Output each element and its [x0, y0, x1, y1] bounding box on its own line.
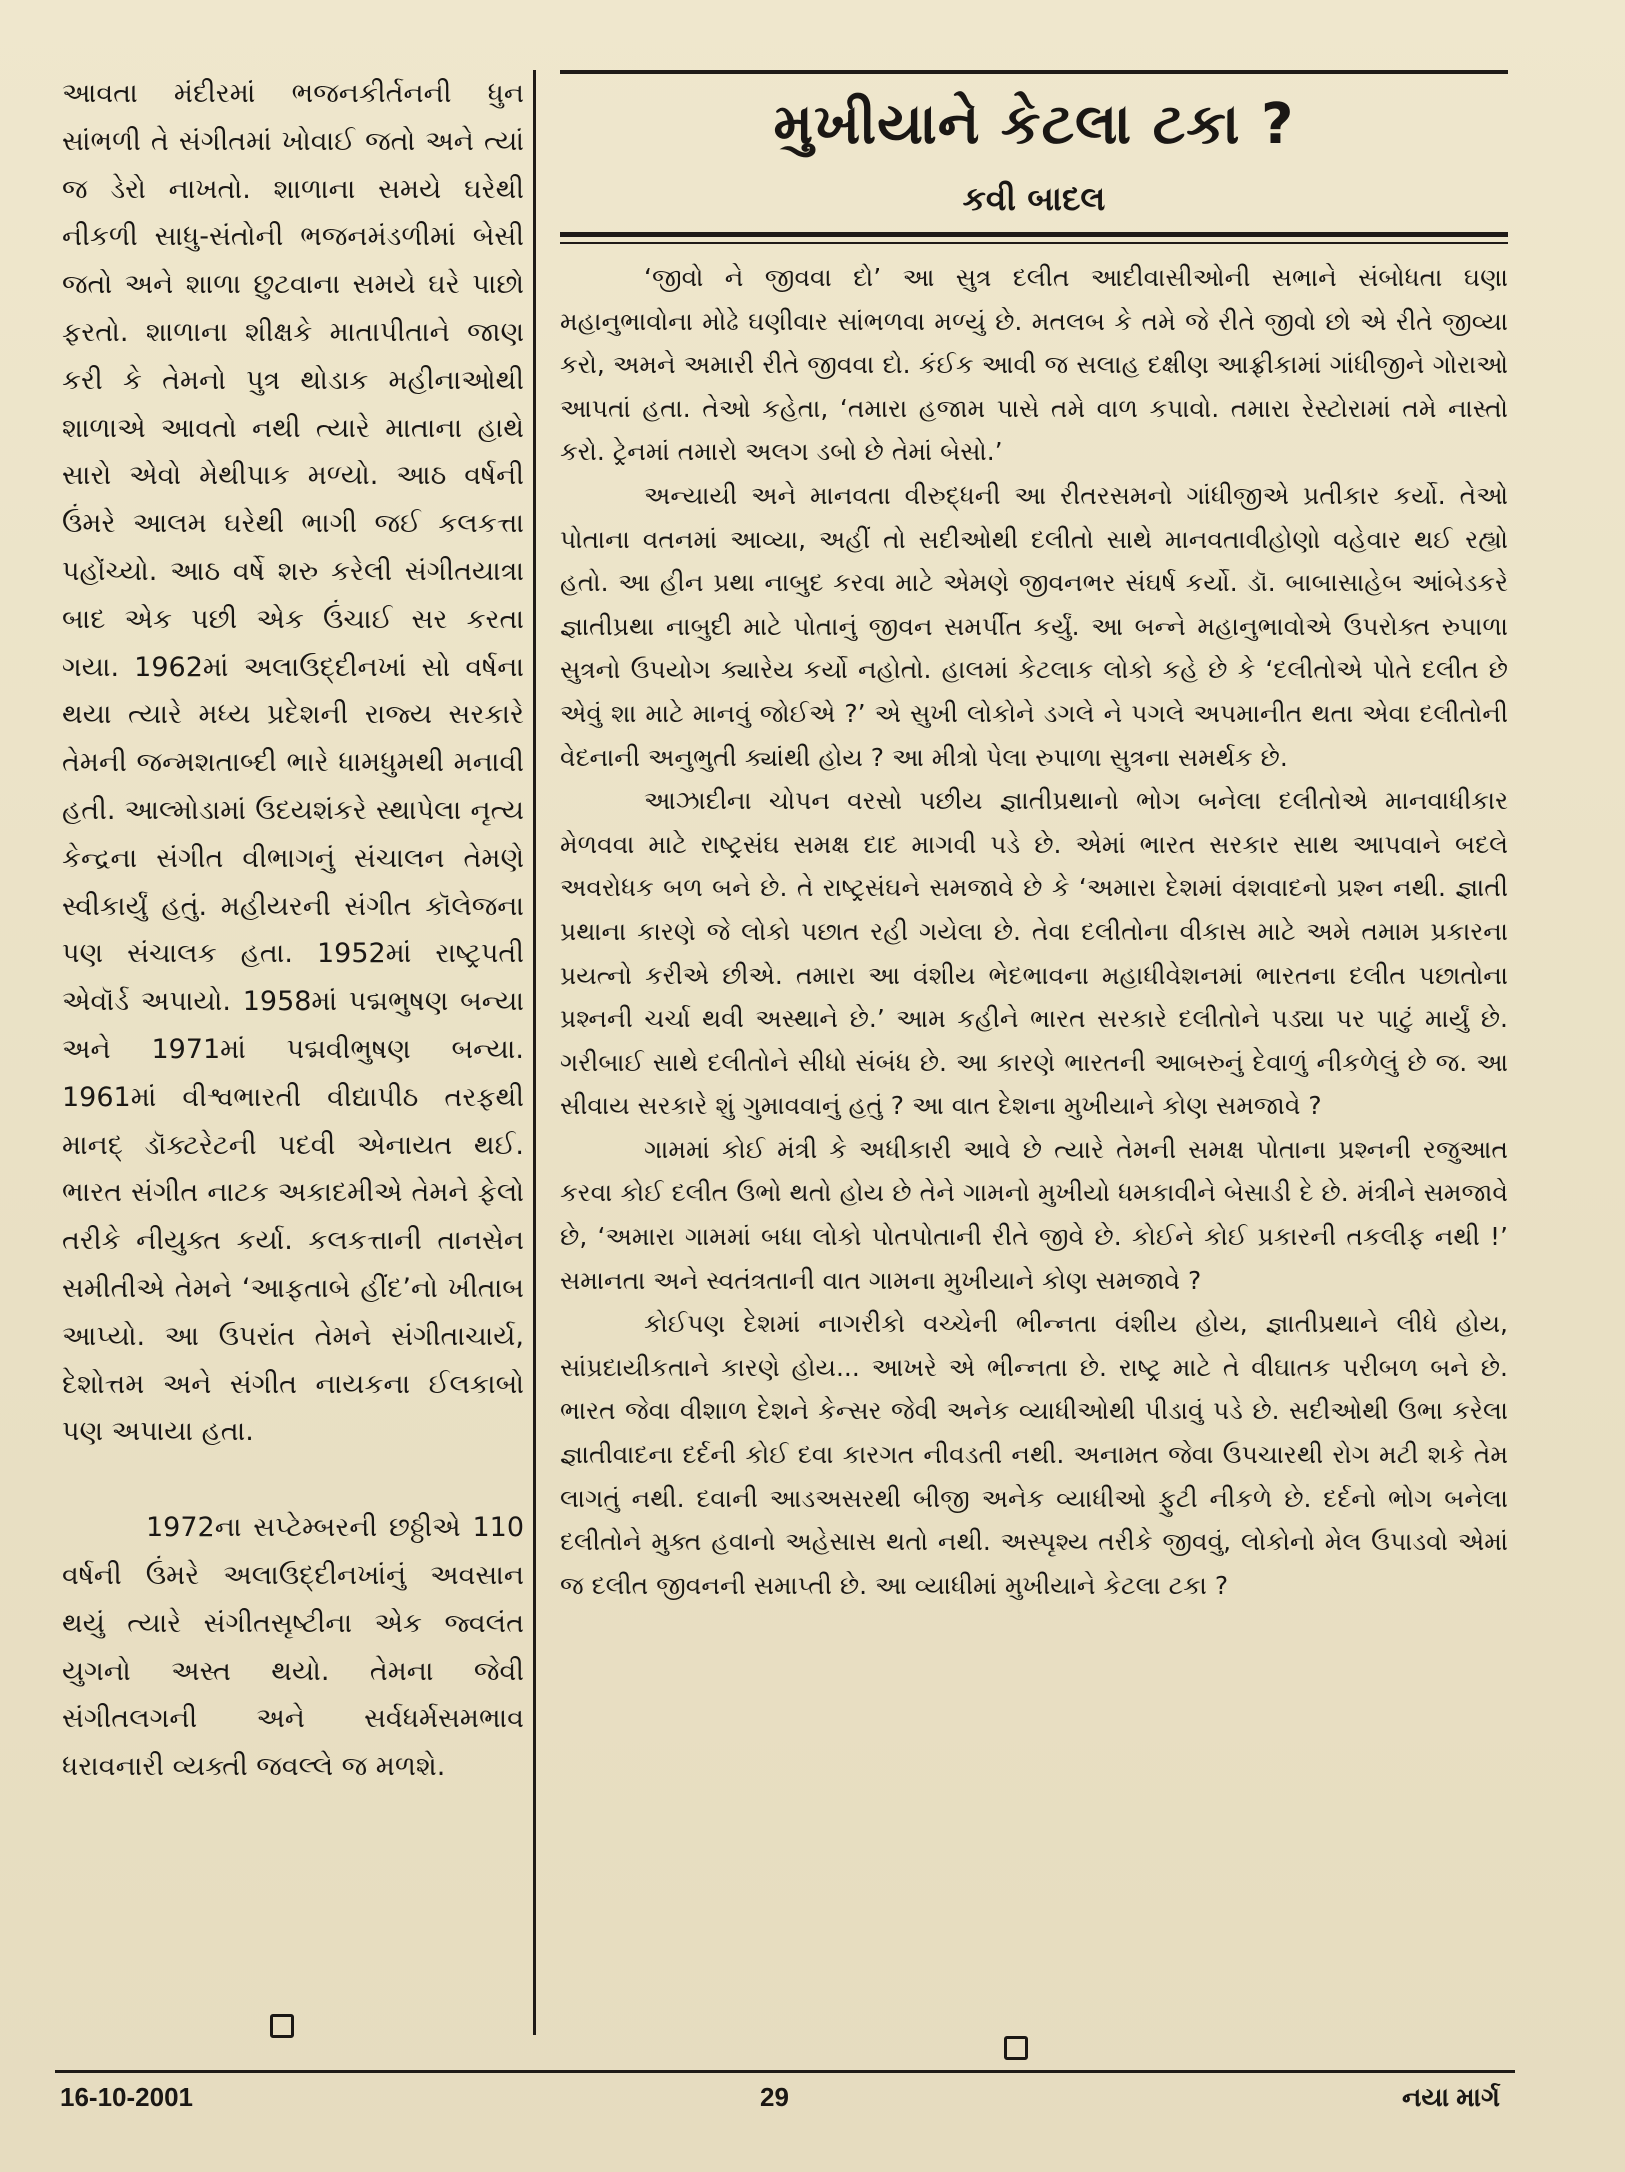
article-body [560, 256, 1508, 1607]
article-paragraph-5: કોઈપણ દેશમાં નાગરીકો વચ્ચેની ભીન્નતા વંશીય હોય, જ્ઞાતીપ્રથાને લીધે હોય, સાંપ્રદાયીકતાને કારણે હોય... આખરે એ ભીન્નતા છે. રાષ્ટ્ર માટે તે વીઘાતક પરીબળ બને છે. ભારત જેવા વીશાળ દેશને કેન્સર જેવી અનેક વ્યાધીઓથી પીડાવું પડે છે. સદીઓથી ઉભા કરેલા જ્ઞાતીવાદના દર્દની કોઈ દવા કારગત નીવડતી નથી. અનામત જેવા ઉપચારથી રોગ મટી શકે તેમ લાગતું નથી. દવાની આડઅસરથી બીજી અનેક વ્યાધીઓ ફુટી નીકળે છે. દર્દનો ભોગ બનેલા દલીતોને મુક્ત હવાનો અહેસાસ થતો નથી. અસ્પૃશ્ય તરીકે જીવવું, લોકોનો મેલ ઉપાડવો એમાં જ દલીત જીવનની સમાપ્તી છે. આ વ્યાધીમાં મુખીયાને કેટલા ટકા ? [560, 1309, 1508, 1600]
article-title: મુખીયાને કેટલા ટકા ? [773, 92, 1295, 157]
footer-rule [55, 2070, 1515, 2073]
end-mark-icon [1004, 2036, 1028, 2060]
magazine-name: નયા માર્ગ [1402, 2082, 1500, 2112]
end-mark-icon [270, 2014, 294, 2038]
article-column [560, 70, 1508, 1607]
title-top-rule [560, 70, 1508, 74]
article-paragraph-1: ‘જીવો ને જીવવા દો’ આ સુત્ર દલીત આદીવાસીઓની સભાને સંબોધતા ઘણા મહાનુભાવોના મોઢે ઘણીવાર સાંભળવા મળ્યું છે. મતલબ કે તમે જે રીતે જીવો છો એ રીતે જીવ્યા કરો, અમને અમારી રીતે જીવવા દો. કંઈક આવી જ સલાહ દક્ષીણ આફ્રીકામાં ગાંધીજીને ગોરાઓ આપતાં હતા. તેઓ કહેતા, ‘તમારા હજામ પાસે તમે વાળ કપાવો. તમારા રેસ્ટોરામાં તમે નાસ્તો કરો. ટ્રેનમાં તમારો અલગ ડબો છે તેમાં બેસો.’ [560, 263, 1508, 467]
left-paragraph-2: 1972ના સપ્ટેમ્બરની છઠ્ઠીએ 110 વર્ષની ઉંમરે અલાઉદ્દીનખાંનું અવસાન થયું ત્યારે સંગીતસૃષ્ટીના એક જ્વલંત યુગનો અસ્ત થયો. તેમના જેવી સંગીતલગની અને સર્વધર્મસમભાવ ધરાવનારી વ્યક્તી જવલ્લે જ મળશે. [62, 1512, 524, 1783]
title-bottom-rule [560, 232, 1508, 244]
article-author: કવી બાદલ [962, 179, 1106, 218]
issue-date: 16-10-2001 [60, 2082, 193, 2112]
page-number: 29 [760, 2082, 789, 2112]
article-paragraph-4: ગામમાં કોઈ મંત્રી કે અધીકારી આવે છે ત્યારે તેમની સમક્ષ પોતાના પ્રશ્નની રજુઆત કરવા કોઈ દલીત ઉભો થતો હોય છે તેને ગામનો મુખીયો ધમકાવીને બેસાડી દે છે. મંત્રીને સમજાવે છે, ‘અમારા ગામમાં બધા લોકો પોતપોતાની રીતે જીવે છે. કોઈને કોઈ પ્રકારની તકલીફ નથી !’ સમાનતા અને સ્વતંત્રતાની વાત ગામના મુખીયાને કોણ સમજાવે ? [560, 1134, 1508, 1295]
left-column [62, 70, 524, 1791]
column-divider [533, 70, 536, 2035]
left-paragraph-1: આવતા મંદીરમાં ભજનકીર્તનની ધુન સાંભળી તે સંગીતમાં ખોવાઈ જતો અને ત્યાં જ ડેરો નાખતો. શાળાના સમયે ઘરેથી નીકળી સાધુ-સંતોની ભજનમંડળીમાં બેસી જતો અને શાળા છુટવાના સમયે ઘરે પાછો ફરતો. શાળાના શીક્ષકે માતાપીતાને જાણ કરી કે તેમનો પુત્ર થોડાક મહીનાઓથી શાળાએ આવતો નથી ત્યારે માતાના હાથે સારો એવો મેથીપાક મળ્યો. આઠ વર્ષની ઉંમરે આલમ ઘરેથી ભાગી જઈ કલકત્તા પહોંચ્યો. આઠ વર્ષે શરુ કરેલી સંગીતયાત્રા બાદ એક પછી એક ઉંચાઈ સર કરતા ગયા. 1962માં અલાઉદ્દીનખાં સો વર્ષના થયા ત્યારે મધ્ય પ્રદેશની રાજ્ય સરકારે તેમની જન્મશતાબ્દી ભારે ધામધુમથી મનાવી હતી. આલ્મોડામાં ઉદયશંકરે સ્થાપેલા નૃત્ય કેન્દ્રના સંગીત વીભાગનું સંચાલન તેમણે સ્વીકાર્યું હતું. મહીયરની સંગીત કૉલેજના પણ સંચાલક હતા. 1952માં રાષ્ટ્રપતી એવૉર્ડ અપાયો. 1958માં પદ્મભુષણ બન્યા અને 1971માં પદ્મવીભુષણ બન્યા. 1961માં વીશ્વભારતી વીદ્યાપીઠ તરફથી માનદ્ ડૉક્ટરેટની પદવી એનાયત થઈ. ભારત સંગીત નાટક અકાદમીએ તેમને ફેલો તરીકે નીયુક્ત કર્યા. કલકત્તાની તાનસેન સમીતીએ તેમને ‘આફતાબે હીંદ’નો ખીતાબ આપ્યો. આ ઉપરાંત તેમને સંગીતાચાર્ય, દેશોત્તમ અને સંગીત નાયકના ઈલકાબો પણ અપાયા હતા. [62, 78, 524, 1448]
article-paragraph-2: અન્યાયી અને માનવતા વીરુદ્ધની આ રીતરસમનો ગાંધીજીએ પ્રતીકાર કર્યો. તેઓ પોતાના વતનમાં આવ્યા, અહીં તો સદીઓથી દલીતો સાથે માનવતાવીહોણો વહેવાર થઈ રહ્યો હતો. આ હીન પ્રથા નાબુદ કરવા માટે એમણે જીવનભર સંઘર્ષ કર્યો. ડૉ. બાબાસાહેબ આંબેડકરે જ્ઞાતીપ્રથા નાબુદી માટે પોતાનું જીવન સમર્પીત કર્યું. આ બન્ને મહાનુભાવોએ ઉપરોક્ત રુપાળા સુત્રનો ઉપયોગ ક્યારેય કર્યો નહોતો. હાલમાં કેટલાક લોકો કહે છે કે ‘દલીતોએ પોતે દલીત છે એવું શા માટે માનવું જોઈએ ?’ એ સુખી લોકોને ડગલે ને પગલે અપમાનીત થતા એવા દલીતોની વેદનાની અનુભુતી ક્યાંથી હોય ? આ મીત્રો પેલા રુપાળા સુત્રના સમર્થક છે. [560, 480, 1508, 772]
article-paragraph-3: આઝાદીના ચોપન વરસો પછીય જ્ઞાતીપ્રથાનો ભોગ બનેલા દલીતોએ માનવાધીકાર મેળવવા માટે રાષ્ટ્રસંઘ સમક્ષ દાદ માગવી પડે છે. એમાં ભારત સરકાર સાથ આપવાને બદલે અવરોધક બળ બને છે. તે રાષ્ટ્રસંઘને સમજાવે છે કે ‘અમારા દેશમાં વંશવાદનો પ્રશ્ન નથી. જ્ઞાતી પ્રથાના કારણે જે લોકો પછાત રહી ગયેલા છે. તેવા દલીતોના વીકાસ માટે અમે તમામ પ્રકારના પ્રયત્નો કરીએ છીએ. તમારા આ વંશીય ભેદભાવના મહાધીવેશનમાં ભારતના દલીત પછાતોના પ્રશ્નની ચર્ચા થવી અસ્થાને છે.’ આમ કહીને ભારત સરકારે દલીતોને પડ્યા પર પાટું માર્યું છે. ગરીબાઈ સાથે દલીતોને સીધો સંબંધ છે. આ કારણે ભારતની આબરુનું દેવાળું નીકળેલું છે જ. આ સીવાય સરકારે શું ગુમાવવાનું હતું ? આ વાત દેશના મુખીયાને કોણ સમજાવે ? [560, 786, 1508, 1121]
